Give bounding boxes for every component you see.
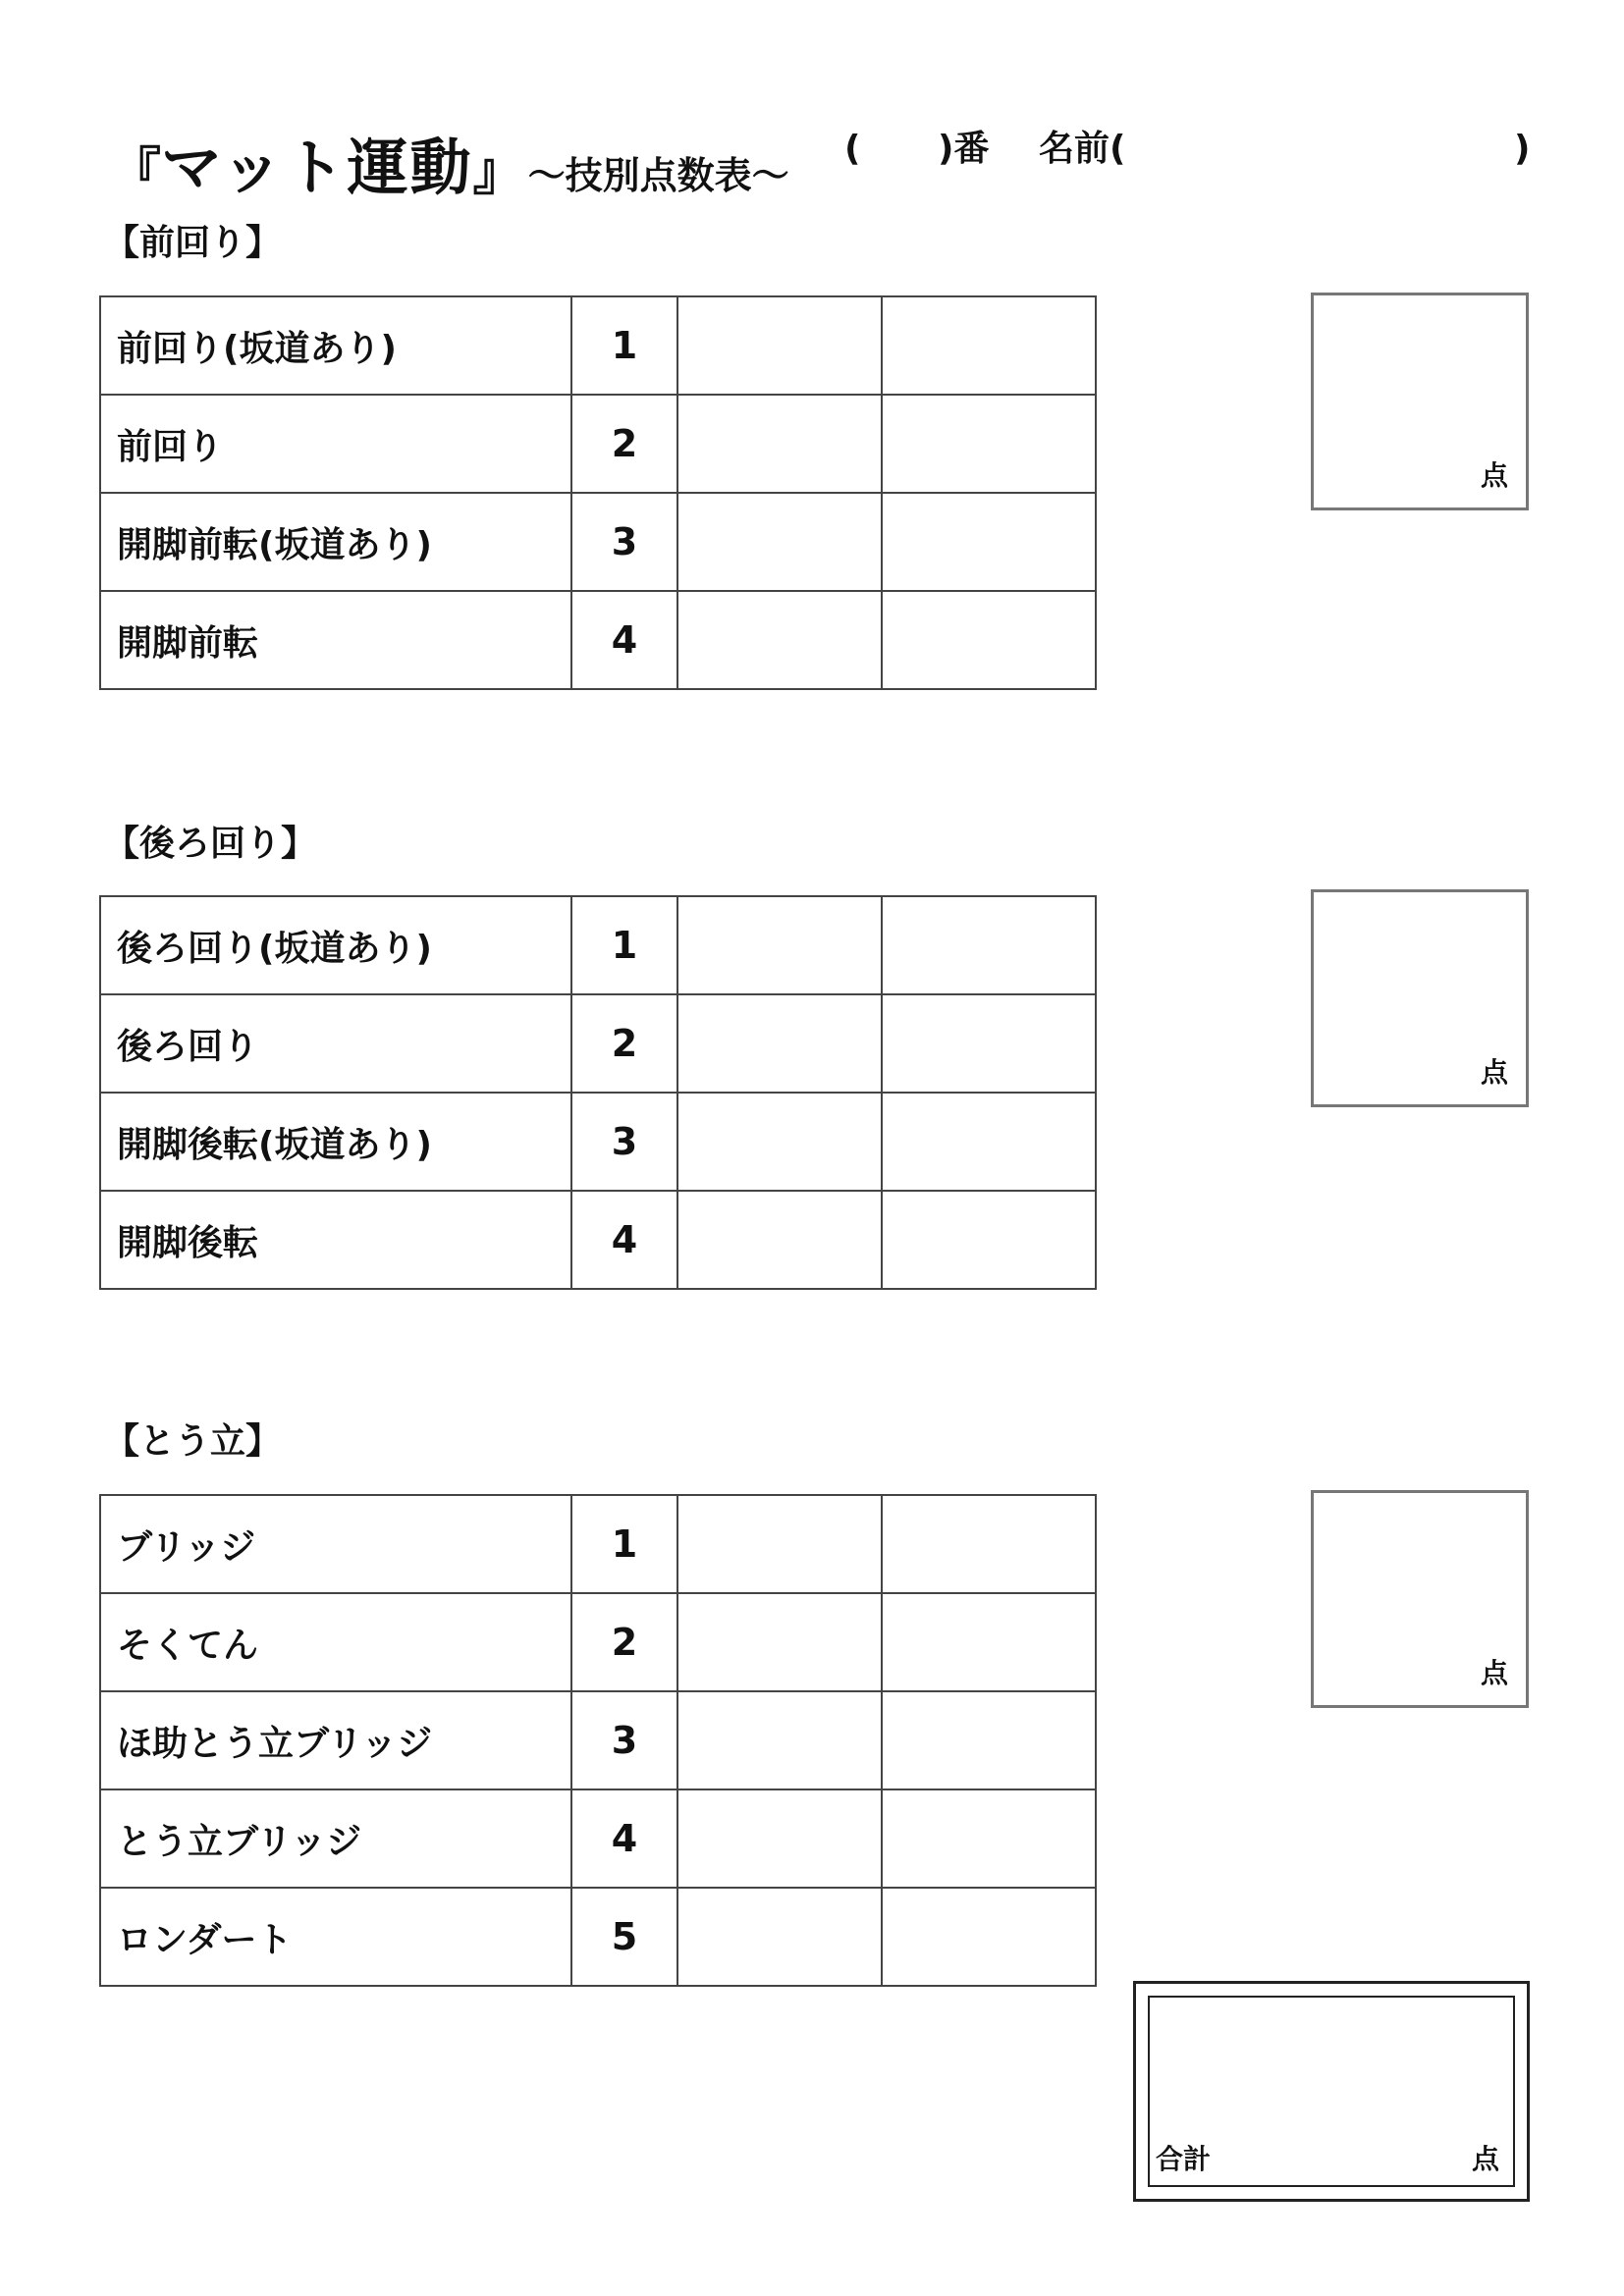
points-label: 点 [1480, 459, 1508, 492]
points-label: 点 [1480, 1056, 1508, 1089]
check-cell[interactable] [677, 1093, 882, 1191]
check-cell[interactable] [677, 1191, 882, 1289]
score-box-backward-roll[interactable] [1311, 889, 1529, 1107]
skill-level: 3 [571, 493, 677, 591]
check-cell[interactable] [677, 994, 882, 1093]
check-cell[interactable] [882, 296, 1096, 395]
check-cell[interactable] [882, 591, 1096, 689]
table-row [100, 395, 1096, 493]
check-cell[interactable] [882, 896, 1096, 994]
skill-name: 開脚後転 [100, 1191, 571, 1289]
skill-level: 2 [571, 1593, 677, 1691]
name-label: 名前( [1039, 129, 1126, 169]
skill-table-forward-roll [99, 295, 1097, 690]
check-cell[interactable] [677, 1593, 882, 1691]
skill-level: 3 [571, 1691, 677, 1789]
skill-name: とう立ブリッジ [100, 1789, 571, 1888]
table-row [100, 493, 1096, 591]
check-cell[interactable] [677, 1495, 882, 1593]
section-title-forward-roll: 【前回り】 [104, 223, 282, 263]
skill-level: 5 [571, 1888, 677, 1986]
check-cell[interactable] [882, 1888, 1096, 1986]
table-row [100, 591, 1096, 689]
points-label: 点 [1480, 1657, 1508, 1689]
skill-name: 前回り(坂道あり) [100, 296, 571, 395]
table-row [100, 1093, 1096, 1191]
total-points-label: 点 [1471, 2143, 1499, 2175]
name-close: ) [1514, 129, 1531, 169]
table-row [100, 1888, 1096, 1986]
skill-table-backward-roll [99, 895, 1097, 1290]
table-row [100, 896, 1096, 994]
skill-level: 2 [571, 994, 677, 1093]
skill-level: 4 [571, 1191, 677, 1289]
check-cell[interactable] [882, 1191, 1096, 1289]
title-close-bracket: 』 [472, 143, 524, 202]
score-box-forward-roll[interactable] [1311, 293, 1529, 510]
skill-name: 前回り [100, 395, 571, 493]
skill-level: 1 [571, 1495, 677, 1593]
check-cell[interactable] [882, 395, 1096, 493]
total-score-box[interactable] [1133, 1981, 1530, 2202]
check-cell[interactable] [677, 1691, 882, 1789]
skill-name: 後ろ回り(坂道あり) [100, 896, 571, 994]
section-title-backward-roll: 【後ろ回り】 [104, 824, 317, 864]
check-cell[interactable] [882, 1789, 1096, 1888]
check-cell[interactable] [677, 896, 882, 994]
number-open: ( [844, 129, 861, 169]
skill-level: 3 [571, 1093, 677, 1191]
check-cell[interactable] [882, 1691, 1096, 1789]
skill-name: 開脚後転(坂道あり) [100, 1093, 571, 1191]
check-cell[interactable] [882, 994, 1096, 1093]
total-score-inner [1148, 1996, 1515, 2187]
skill-name: そくてん [100, 1593, 571, 1691]
title-open-bracket: 『 [110, 143, 162, 202]
skill-name: 開脚前転(坂道あり) [100, 493, 571, 591]
check-cell[interactable] [677, 591, 882, 689]
skill-name: ほ助とう立ブリッジ [100, 1691, 571, 1789]
check-cell[interactable] [677, 493, 882, 591]
skill-level: 1 [571, 296, 677, 395]
skill-level: 2 [571, 395, 677, 493]
check-cell[interactable] [677, 1888, 882, 1986]
table-row [100, 994, 1096, 1093]
worksheet-title [110, 110, 789, 203]
check-cell[interactable] [677, 395, 882, 493]
table-row [100, 1593, 1096, 1691]
check-cell[interactable] [882, 493, 1096, 591]
skill-name: 後ろ回り [100, 994, 571, 1093]
table-row [100, 1495, 1096, 1593]
skill-table-handstand [99, 1494, 1097, 1987]
skill-name: ロンダート [100, 1888, 571, 1986]
skill-level: 4 [571, 1789, 677, 1888]
check-cell[interactable] [882, 1495, 1096, 1593]
score-box-handstand[interactable] [1311, 1490, 1529, 1708]
total-label: 合計 [1156, 2143, 1212, 2175]
check-cell[interactable] [677, 296, 882, 395]
check-cell[interactable] [882, 1093, 1096, 1191]
skill-name: ブリッジ [100, 1495, 571, 1593]
number-label: )番 [938, 129, 990, 169]
table-row [100, 1691, 1096, 1789]
title-subtitle: ～技別点数表～ [527, 154, 789, 197]
skill-name: 開脚前転 [100, 591, 571, 689]
skill-level: 1 [571, 896, 677, 994]
table-row [100, 296, 1096, 395]
title-main: マット運動 [161, 132, 473, 203]
section-title-handstand: 【とう立】 [104, 1421, 282, 1462]
check-cell[interactable] [882, 1593, 1096, 1691]
table-row [100, 1789, 1096, 1888]
check-cell[interactable] [677, 1789, 882, 1888]
skill-level: 4 [571, 591, 677, 689]
table-row [100, 1191, 1096, 1289]
